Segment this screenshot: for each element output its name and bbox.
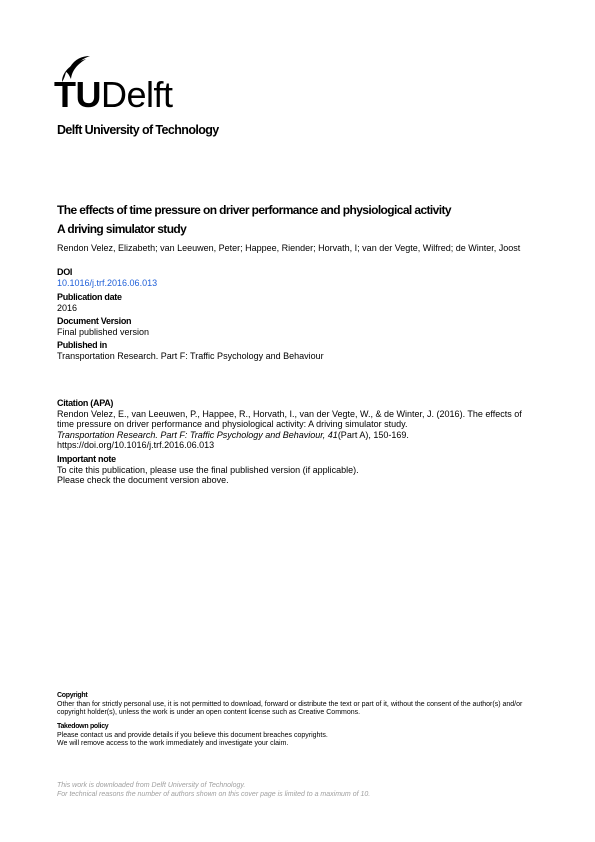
citation-pages: (Part A), 150-169.: [337, 429, 409, 440]
published-in-value: Transportation Research. Part F: Traffic Psychology and Behaviour: [57, 350, 324, 361]
publication-date-section: [57, 292, 537, 313]
important-note-line1: To cite this publication, please use the final published version (if applicable).: [57, 464, 359, 475]
citation-journal: Transportation Research. Part F: Traffic Psychology and Behaviour, 41: [57, 429, 338, 440]
logo-wordmark: TUDelft: [54, 74, 173, 115]
document-version-section: [57, 316, 537, 337]
important-note-section: [57, 454, 537, 486]
important-note-line2: Please check the document version above.: [57, 475, 229, 485]
download-footer: [57, 782, 370, 800]
publication-date-label: Publication date: [57, 292, 122, 302]
doi-label: DOI: [57, 267, 73, 277]
copyright-label: Copyright: [57, 692, 88, 699]
university-name: Delft University of Technology: [57, 123, 219, 137]
published-in-label: Published in: [57, 340, 107, 350]
paper-subtitle: A driving simulator study: [57, 222, 187, 236]
footer-line1: This work is downloaded from Delft University of Technology.: [57, 782, 246, 789]
takedown-line1: Please contact us and provide details if you believe this document breaches copyrights.: [57, 731, 328, 739]
document-version-value: Final published version: [57, 326, 150, 337]
published-in-section: [57, 340, 537, 361]
citation-label: Citation (APA): [57, 398, 114, 408]
copyright-section: [57, 692, 527, 718]
footer-line2: For technical reasons the number of authors shown on this cover page is limited to a maximum of 10.: [57, 790, 371, 798]
takedown-section: [57, 723, 527, 749]
doi-link[interactable]: 10.1016/j.trf.2016.06.013: [57, 277, 158, 288]
citation-section: [57, 398, 537, 451]
citation-text: Rendon Velez, E., van Leeuwen, P., Happee, R., Horvath, I., van der Vegte, W., & de Winter, J. (2016). The effects of time pressure on driver performance and physiological activity: A driving simulator study. Transportation Research. Part F: Traffic Psychology and Behaviour, 41(Part A), 150-169. https://doi.org/10.1016/j.trf.2016.06.013: [57, 408, 522, 450]
takedown-line2: We will remove access to the work immediately and investigate your claim.: [57, 740, 289, 748]
paper-title: The effects of time pressure on driver performance and physiological activity: [57, 203, 451, 217]
tu-delft-logo: [54, 55, 204, 117]
takedown-label: Takedown policy: [57, 723, 109, 730]
document-version-label: Document Version: [57, 316, 132, 326]
publication-date-value: 2016: [57, 302, 78, 313]
citation-url[interactable]: https://doi.org/10.1016/j.trf.2016.06.013: [57, 440, 215, 450]
authors: Rendon Velez, Elizabeth; van Leeuwen, Peter; Happee, Riender; Horvath, I; van der Vegte, Wilfred; de Winter, Joost: [57, 243, 521, 253]
important-note-label: Important note: [57, 454, 116, 464]
copyright-text: Other than for strictly personal use, it is not permitted to download, forward or distribute the text or part of it, without the consent of the author(s) and/or copyright holder(s), unless the work is under an open content license such as Creative Commons.: [57, 700, 523, 717]
doi-section: [57, 267, 537, 288]
